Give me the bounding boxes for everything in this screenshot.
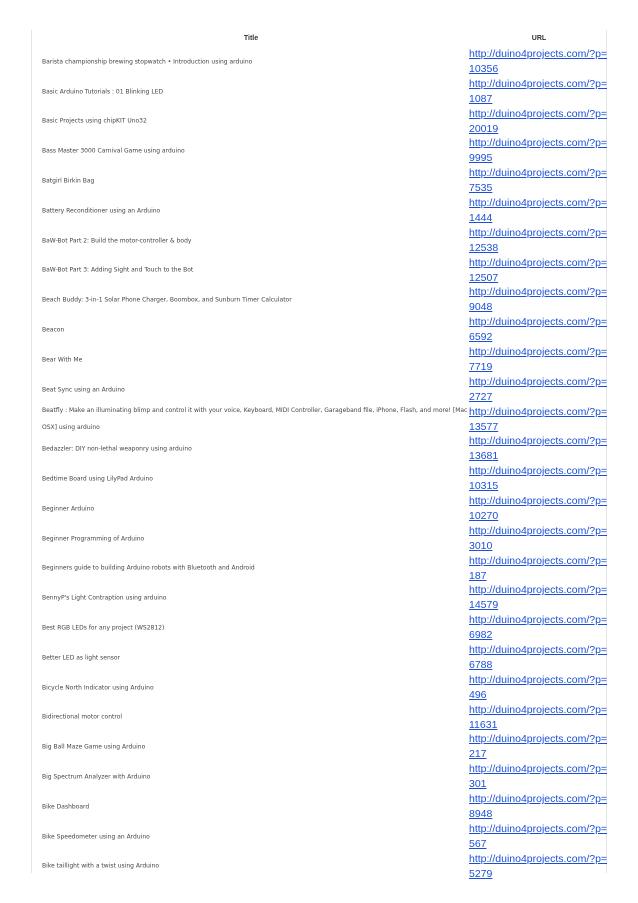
row-title: BaW-Bot Part 3: Adding Sight and Touch to the Bot bbox=[42, 266, 194, 274]
row-title: Beacon bbox=[42, 326, 65, 334]
table-row bbox=[31, 703, 607, 733]
row-title: Batgirl Birkin Bag bbox=[42, 177, 95, 185]
row-title: Barista championship brewing stopwatch • Introduction using arduino bbox=[42, 58, 253, 66]
row-title: Bike Dashboard bbox=[42, 803, 90, 811]
table-row bbox=[31, 464, 607, 494]
row-title: Beginners guide to building Arduino robots with Bluetooth and Android bbox=[42, 564, 255, 572]
row-title: Bear With Me bbox=[42, 356, 83, 364]
row-title: Bike Speedometer using an Arduino bbox=[42, 833, 150, 841]
row-url-link[interactable]: http://duino4projects.com/?p=12507 bbox=[469, 256, 608, 284]
row-url-link[interactable]: http://duino4projects.com/?p=14579 bbox=[469, 584, 608, 612]
row-url-link[interactable]: http://duino4projects.com/?p=1444 bbox=[469, 196, 608, 224]
table-row bbox=[31, 494, 607, 524]
row-url-link[interactable]: http://duino4projects.com/?p=217 bbox=[469, 733, 608, 761]
row-url-link[interactable]: http://duino4projects.com/?p=496 bbox=[469, 673, 608, 701]
row-url-link[interactable]: http://duino4projects.com/?p=7719 bbox=[469, 345, 608, 373]
table-row bbox=[31, 822, 607, 852]
row-title: Bass Master 3000 Carnival Game using arduino bbox=[42, 147, 185, 155]
column-header-title: Title bbox=[243, 35, 259, 42]
table-row bbox=[31, 762, 607, 792]
row-url-link[interactable]: http://duino4projects.com/?p=10356 bbox=[469, 48, 608, 75]
row-url-link[interactable]: http://duino4projects.com/?p=8948 bbox=[469, 792, 608, 820]
row-url-link[interactable]: http://duino4projects.com/?p=6592 bbox=[469, 316, 608, 344]
row-url-link[interactable]: http://duino4projects.com/?p=12538 bbox=[469, 226, 608, 254]
table-row bbox=[31, 732, 607, 762]
table-row bbox=[31, 852, 607, 882]
table-body bbox=[31, 47, 607, 881]
table-row bbox=[31, 107, 607, 137]
table-row bbox=[31, 285, 607, 315]
table-row bbox=[31, 196, 607, 226]
table-row bbox=[31, 613, 607, 643]
row-title: Big Ball Maze Game using Arduino bbox=[42, 743, 146, 751]
column-header-url: URL bbox=[531, 35, 547, 42]
table-page bbox=[31, 30, 608, 880]
row-url-link[interactable]: http://duino4projects.com/?p=20019 bbox=[469, 107, 608, 135]
table-row bbox=[31, 166, 607, 196]
row-title: Basic Arduino Tutorials : 01 Blinking LED bbox=[42, 88, 164, 96]
row-url-link[interactable]: http://duino4projects.com/?p=7535 bbox=[469, 167, 608, 195]
row-title: Beat Sync using an Arduino bbox=[42, 386, 125, 394]
row-url-link[interactable]: http://duino4projects.com/?p=13577 bbox=[469, 405, 608, 433]
row-title: BaW-Bot Part 2: Build the motor-controller & body bbox=[42, 237, 192, 245]
row-title: Bicycle North Indicator using Arduino bbox=[42, 684, 154, 692]
table-row bbox=[31, 405, 607, 435]
row-url-link[interactable]: http://duino4projects.com/?p=5279 bbox=[469, 852, 608, 880]
row-title: Beginner Programming of Arduino bbox=[42, 535, 145, 543]
row-url-link[interactable]: http://duino4projects.com/?p=1087 bbox=[469, 77, 608, 105]
row-url-link[interactable]: http://duino4projects.com/?p=6788 bbox=[469, 643, 608, 671]
row-url-link[interactable]: http://duino4projects.com/?p=9995 bbox=[469, 137, 608, 165]
table-row bbox=[31, 47, 607, 77]
table-row bbox=[31, 554, 607, 584]
table-header bbox=[31, 30, 607, 48]
row-url-link[interactable]: http://duino4projects.com/?p=301 bbox=[469, 763, 608, 791]
row-title: Bedazzler: DIY non-lethal weaponry using arduino bbox=[42, 445, 192, 453]
row-title: Bedtime Board using LilyPad Arduino bbox=[42, 475, 153, 483]
row-title: Best RGB LEDs for any project (WS2812) bbox=[42, 624, 165, 632]
table-row bbox=[31, 226, 607, 256]
table-row bbox=[31, 524, 607, 554]
row-url-link[interactable]: http://duino4projects.com/?p=187 bbox=[469, 554, 608, 582]
table-row bbox=[31, 434, 607, 464]
row-url-link[interactable]: http://duino4projects.com/?p=13681 bbox=[469, 435, 608, 463]
row-url-link[interactable]: http://duino4projects.com/?p=3010 bbox=[469, 524, 608, 552]
row-title: Beginner Arduino bbox=[42, 505, 95, 513]
row-url-link[interactable]: http://duino4projects.com/?p=6982 bbox=[469, 614, 608, 642]
table-row bbox=[31, 136, 607, 166]
table-row bbox=[31, 583, 607, 613]
table-row bbox=[31, 256, 607, 286]
row-url-link[interactable]: http://duino4projects.com/?p=9048 bbox=[469, 286, 608, 314]
row-url-link[interactable]: http://duino4projects.com/?p=11631 bbox=[469, 703, 608, 731]
row-title: Beatfly : Make an illuminating blimp and control it with your voice, Keyboard, MIDI Controller, Garageband file, iPhone, Flash, and more! [Mac OSX] using arduino bbox=[42, 407, 468, 432]
row-title: Bike taillight with a twist using Arduino bbox=[42, 862, 160, 870]
row-title: BennyP's Light Contraption using arduino bbox=[42, 594, 167, 602]
row-url-link[interactable]: http://duino4projects.com/?p=10315 bbox=[469, 465, 608, 493]
row-url-link[interactable]: http://duino4projects.com/?p=10270 bbox=[469, 494, 608, 522]
row-url-link[interactable]: http://duino4projects.com/?p=567 bbox=[469, 822, 608, 850]
row-title: Bidirectional motor control bbox=[42, 713, 123, 721]
table-row bbox=[31, 77, 607, 107]
table-row bbox=[31, 375, 607, 405]
row-title: Basic Projects using chipKIT Uno32 bbox=[42, 117, 147, 125]
table-row bbox=[31, 673, 607, 703]
row-title: Beach Buddy: 3-in-1 Solar Phone Charger, Boombox, and Sunburn Timer Calculator bbox=[42, 296, 292, 304]
row-title: Battery Reconditioner using an Arduino bbox=[42, 207, 161, 215]
row-title: Better LED as light sensor bbox=[42, 654, 121, 662]
table-row bbox=[31, 643, 607, 673]
table-row bbox=[31, 315, 607, 345]
table-row bbox=[31, 345, 607, 375]
row-title: Big Spectrum Analyzer with Arduino bbox=[42, 773, 151, 781]
row-url-link[interactable]: http://duino4projects.com/?p=2727 bbox=[469, 375, 608, 403]
table-row bbox=[31, 792, 607, 822]
